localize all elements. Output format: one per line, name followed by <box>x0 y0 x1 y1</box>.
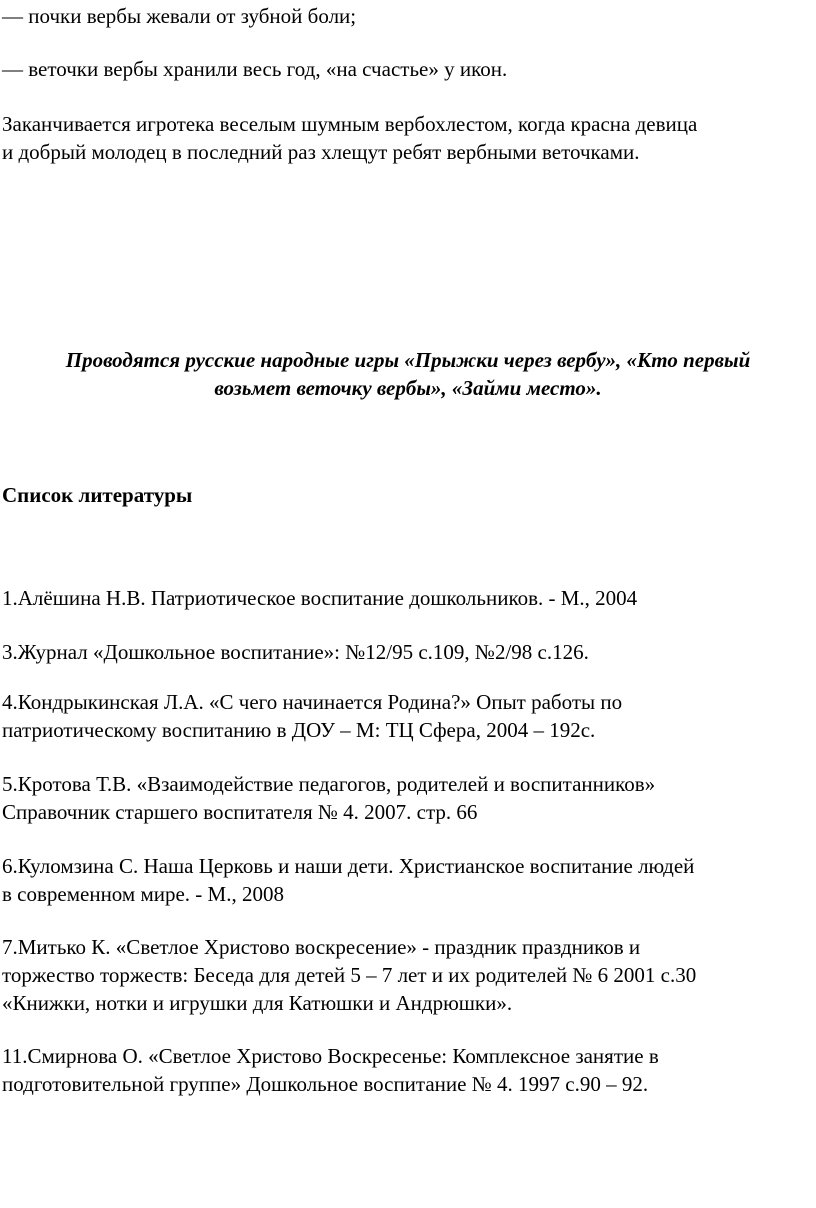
closing-paragraph-line: и добрый молодец в последний раз хлещут ребят вербными веточками. <box>2 140 640 164</box>
references-heading: Список литературы <box>2 483 193 507</box>
closing-paragraph-line: Заканчивается игротека веселым шумным вербохлестом, когда красна девица <box>2 112 698 136</box>
reference-item: 1.Алёшина Н.В. Патриотическое воспитание дошкольников. - М., 2004 <box>2 586 638 610</box>
reference-item-line: 5.Кротова Т.В. «Взаимодействие педагогов, родителей и воспитанников» <box>2 772 656 796</box>
reference-item-line: «Книжки, нотки и игрушки для Катюшки и Андрюшки». <box>2 991 513 1015</box>
bullet-item: — веточки вербы хранили весь год, «на счастье» у икон. <box>2 57 508 81</box>
reference-item-line: в современном мире. - М., 2008 <box>2 882 284 906</box>
reference-item-line: 4.Кондрыкинская Л.А. «С чего начинается Родина?» Опыт работы по <box>2 690 623 714</box>
reference-item-line: 7.Митько К. «Светлое Христово воскресение» - праздник праздников и <box>2 935 641 959</box>
games-note-line: возьмет веточку вербы», «Займи место». <box>214 376 602 400</box>
reference-item-line: торжество торжеств: Беседа для детей 5 – 7 лет и их родителей № 6 2001 с.30 <box>2 963 697 987</box>
reference-item-line: подготовительной группе» Дошкольное воспитание № 4. 1997 с.90 – 92. <box>2 1072 649 1096</box>
reference-item: 3.Журнал «Дошкольное воспитание»: №12/95 с.109, №2/98 с.126. <box>2 640 589 664</box>
games-note-line: Проводятся русские народные игры «Прыжки через вербу», «Кто первый <box>65 348 751 372</box>
reference-item-line: 11.Смирнова О. «Светлое Христово Воскресенье: Комплексное занятие в <box>2 1044 659 1068</box>
reference-item-line: 6.Куломзина С. Наша Церковь и наши дети. Христианское воспитание людей <box>2 854 695 878</box>
reference-item-line: патриотическому воспитанию в ДОУ – М: ТЦ Сфера, 2004 – 192с. <box>2 718 596 742</box>
reference-item-line: Справочник старшего воспитателя № 4. 2007. стр. 66 <box>2 800 478 824</box>
bullet-item: — почки вербы жевали от зубной боли; <box>2 4 357 28</box>
